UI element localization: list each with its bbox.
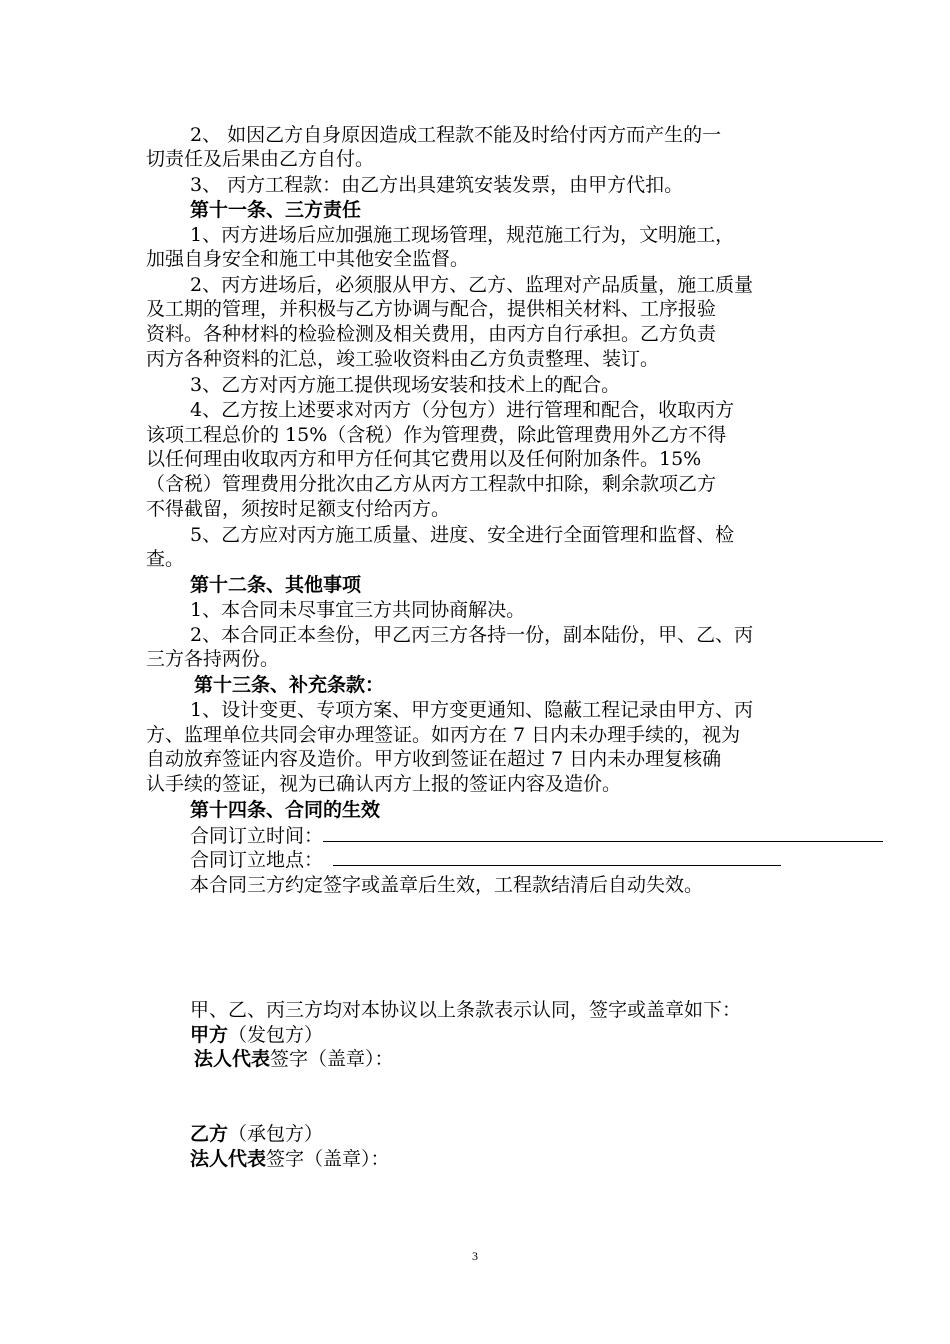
party-b-label xyxy=(190,1122,323,1146)
party-b-role: （承包方） xyxy=(228,1123,324,1145)
agreement-statement: 甲、乙、丙三方均对本协议以上条款表示认同，签字或盖章如下： xyxy=(190,999,742,1021)
signing-date-label: 合同订立时间： xyxy=(190,825,324,847)
party-a-label xyxy=(190,1023,323,1047)
clause-14-heading: 第十四条、合同的生效 xyxy=(190,799,381,821)
clause-11-item-4-line-1: 4、乙方按上述要求对丙方（分包方）进行管理和配合，收取丙方 xyxy=(190,399,735,421)
clause-11-item-4-line-2: 该项工程总价的 15%（含税）作为管理费，除此管理费用外乙方不得 xyxy=(146,424,727,446)
clause-13-item-1-line-2: 方、监理单位共同会审办理签证。如丙方在 7 日内未办理手续的，视为 xyxy=(146,724,741,746)
clause-11-item-5-line-2: 查。 xyxy=(146,548,185,570)
clause-13-item-1-line-4: 认手续的签证，视为已确认丙方上报的签证内容及造价。 xyxy=(146,773,622,795)
clause-13-item-1-line-1: 1、设计变更、专项方案、甲方变更通知、隐蔽工程记录由甲方、丙 xyxy=(190,699,754,721)
party-b-representative xyxy=(190,1147,390,1171)
clause-10-item-2-line-1: 2、 如因乙方自身原因造成工程款不能及时给付丙方而产生的一 xyxy=(190,124,722,146)
clause-12-item-2-line-2: 三方各持两份。 xyxy=(146,648,280,670)
party-a-rep-title: 法人代表 xyxy=(194,1048,271,1070)
signing-place-label: 合同订立地点： xyxy=(190,849,324,871)
clause-11-heading: 第十一条、三方责任 xyxy=(190,199,362,221)
clause-10-item-2-line-2: 切责任及后果由乙方自付。 xyxy=(146,148,375,170)
clause-12-item-1: 1、本合同未尽事宜三方共同协商解决。 xyxy=(190,599,526,621)
party-b-rep-sign: 签字（盖章）： xyxy=(266,1148,390,1170)
clause-11-item-1-line-2: 加强自身安全和施工中其他安全监督。 xyxy=(146,248,470,270)
signing-date-blank xyxy=(323,823,883,842)
clause-12-item-2-line-1: 2、本合同正本叁份，甲乙丙三方各持一份，副本陆份，甲、乙、丙 xyxy=(190,624,754,646)
clause-11-item-4-line-3: 以任何理由收取丙方和甲方任何其它费用以及任何附加条件。15% xyxy=(146,448,702,470)
clause-11-item-3: 3、乙方对丙方施工提供现场安装和技术上的配合。 xyxy=(190,374,621,396)
clause-11-item-4-line-4: （含税）管理费用分批次由乙方从丙方工程款中扣除，剩余款项乙方 xyxy=(146,473,717,495)
clause-13-heading: 第十三条、补充条款： xyxy=(194,674,385,696)
clause-11-item-5-line-1: 5、乙方应对丙方施工质量、进度、安全进行全面管理和监督、检 xyxy=(190,524,735,546)
party-a-role: （发包方） xyxy=(228,1024,324,1046)
clause-11-item-1-line-1: 1、丙方进场后应加强施工现场管理，规范施工行为，文明施工， xyxy=(190,224,735,246)
clause-11-item-2-line-4: 丙方各种资料的汇总，竣工验收资料由乙方负责整理、装订。 xyxy=(146,348,660,370)
signing-place-blank xyxy=(333,847,781,866)
clause-13-item-1-line-3: 自动放弃签证内容及造价。甲方收到签证在超过 7 日内未办理复核确 xyxy=(146,748,722,770)
clause-11-item-2-line-3: 资料。各种材料的检验检测及相关费用，由丙方自行承担。乙方负责 xyxy=(146,323,717,345)
party-b-rep-title: 法人代表 xyxy=(190,1148,267,1170)
clause-10-item-3: 3、 丙方工程款：由乙方出具建筑安装发票，由甲方代扣。 xyxy=(190,174,684,196)
signing-place-row xyxy=(190,847,781,872)
clause-11-item-2-line-2: 及工期的管理，并积极与乙方协调与配合，提供相关材料、工序报验 xyxy=(146,298,717,320)
effectiveness-clause: 本合同三方约定签字或盖章后生效，工程款结清后自动失效。 xyxy=(190,874,704,896)
party-a-representative xyxy=(194,1047,394,1071)
party-a-name: 甲方 xyxy=(190,1024,229,1046)
signing-date-row xyxy=(190,823,883,848)
clause-11-item-4-line-5: 不得截留，须按时足额支付给丙方。 xyxy=(146,498,451,520)
page-number: 3 xyxy=(472,1249,478,1263)
clause-11-item-2-line-1: 2、丙方进场后，必须服从甲方、乙方、监理对产品质量，施工质量 xyxy=(190,274,754,296)
party-b-name: 乙方 xyxy=(190,1123,229,1145)
party-a-rep-sign: 签字（盖章）： xyxy=(270,1048,394,1070)
clause-12-heading: 第十二条、其他事项 xyxy=(190,574,362,596)
